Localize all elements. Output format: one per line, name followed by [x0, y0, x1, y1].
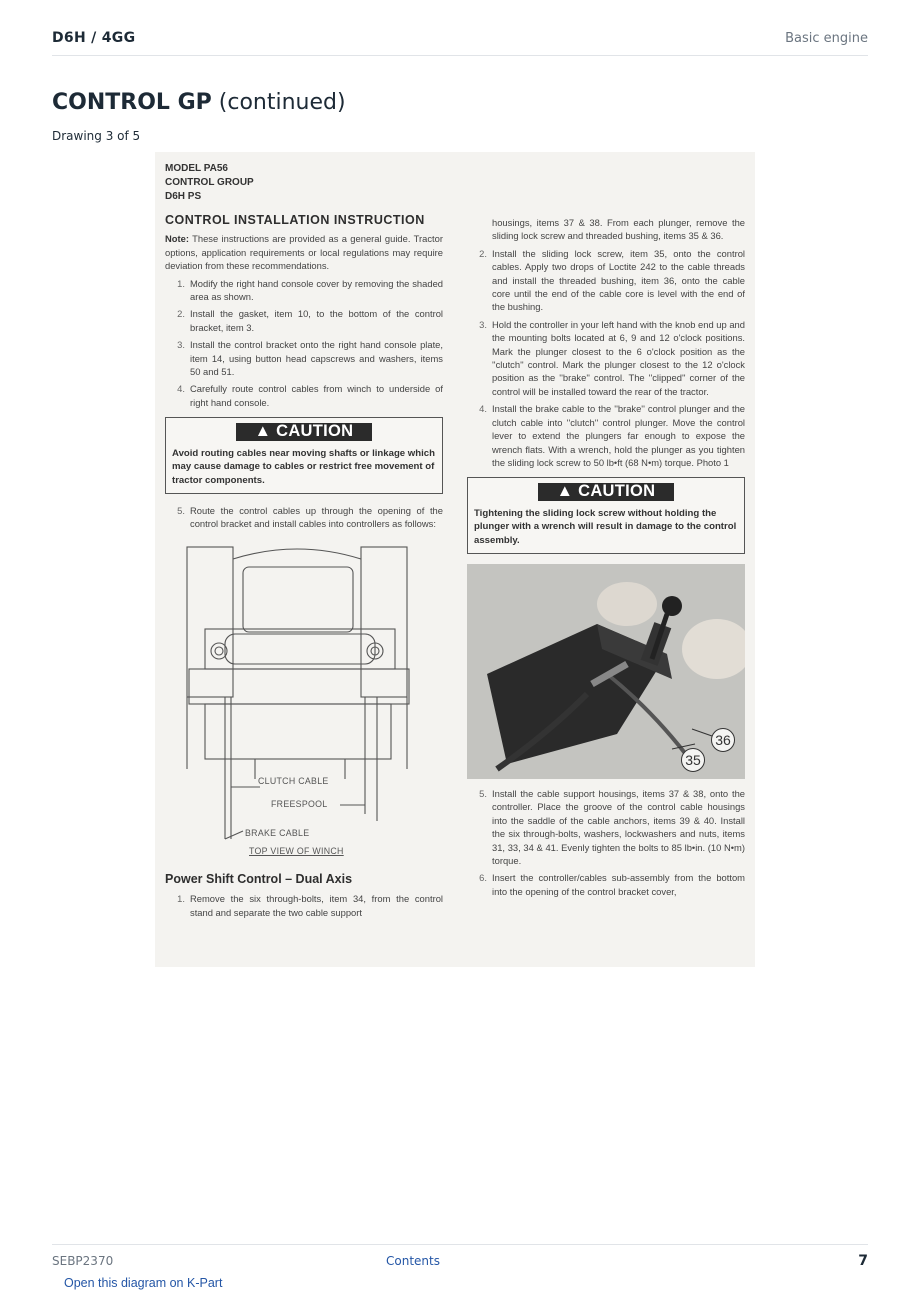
- winch-top-view-diagram: [165, 539, 435, 869]
- step-number: 3.: [177, 339, 185, 351]
- caution-label-text: CAUTION: [578, 482, 656, 501]
- instruction-heading: CONTROL INSTALLATION INSTRUCTION: [165, 213, 425, 227]
- page-title-rest: (continued): [211, 90, 346, 115]
- step-text: Insert the controller/cables sub-assembly from the bottom into the opening of the control bracket cover,: [492, 872, 745, 897]
- instruction-step: [165, 338, 443, 378]
- caution-label-text: CAUTION: [276, 422, 354, 441]
- model-code: D6H / 4GG: [52, 30, 136, 46]
- step-number: 5.: [177, 504, 185, 516]
- callout-35: 35: [681, 748, 705, 772]
- instruction-step: [165, 307, 443, 334]
- page-footer: [52, 1244, 868, 1275]
- page-title-bold: CONTROL GP: [52, 90, 212, 115]
- step-number: 5.: [479, 787, 487, 799]
- caution-text: Avoid routing cables near moving shafts or linkage which may cause damage to cables or restrict free movement of tractor components.: [172, 447, 435, 486]
- step-text: Hold the controller in your left hand with the knob end up and the mounting bolts located at 6, 9 and 12 o'clock positions. Mark the plunger closest to the 6 o'clock position as the ''clutch'' control. Mark the plunger closest to the 12 o'clock position as the ''brake'' control. The ''clipped'' corner of the control will be installed toward the rear of the tractor.: [492, 318, 745, 397]
- caution-label: [538, 483, 674, 500]
- caution-box: [165, 417, 443, 494]
- step-number: 1.: [177, 893, 185, 905]
- section-name: Basic engine: [785, 31, 868, 46]
- step-text: Route the control cables up through the opening of the control bracket and install cables into controllers as follows:: [190, 504, 443, 530]
- warning-triangle-icon: ▲: [556, 482, 574, 501]
- model-line: MODEL PA56: [165, 163, 228, 174]
- instruction-continuation: [467, 216, 745, 243]
- controller-photo: [467, 564, 745, 779]
- callout-36: 36: [711, 728, 735, 752]
- instruction-step: [467, 318, 745, 398]
- model-block: [165, 162, 254, 204]
- brake-cable-label: BRAKE CABLE: [245, 827, 310, 838]
- open-diagram-link[interactable]: Open this diagram on K-Part: [64, 1276, 223, 1290]
- step-text: Remove the six through-bolts, item 34, from the control stand and separate the two cable support: [190, 893, 443, 918]
- drawing-indicator: Drawing 3 of 5: [52, 129, 141, 143]
- model-line: D6H PS: [165, 191, 202, 202]
- note-paragraph: [165, 232, 443, 272]
- power-shift-heading: Power Shift Control – Dual Axis: [165, 871, 353, 886]
- model-line: CONTROL GROUP: [165, 177, 254, 188]
- winch-line-drawing: [165, 539, 435, 869]
- right-column: [467, 216, 745, 902]
- page-number: 7: [858, 1253, 868, 1269]
- document-number: SEBP2370: [52, 1254, 114, 1268]
- instruction-step: [467, 787, 745, 867]
- left-column: [165, 214, 443, 923]
- step-number: 1.: [177, 277, 185, 289]
- diagram-caption: TOP VIEW OF WINCH: [249, 845, 344, 856]
- instruction-step: [467, 871, 745, 898]
- note-label: Note:: [165, 233, 189, 245]
- clutch-cable-label: CLUTCH CABLE: [258, 775, 329, 786]
- step-text: Carefully route control cables from winch to underside of right hand console.: [190, 383, 443, 408]
- step-number: 6.: [479, 872, 487, 884]
- caution-box: [467, 477, 745, 554]
- instruction-step: [165, 277, 443, 304]
- page-header: [52, 28, 868, 56]
- step-text: Install the gasket, item 10, to the bottom of the control bracket, item 3.: [190, 308, 443, 333]
- instruction-step: [165, 504, 443, 531]
- scanned-drawing: [155, 152, 755, 967]
- step-text: Install the sliding lock screw, item 35, onto the control cables. Apply two drops of Loctite 242 to the cable threads and install the threaded bushing, item 36, onto the cable core until the end of the cable core is level with the end of the bushing.: [492, 247, 745, 313]
- step-number: 2.: [479, 247, 487, 259]
- photo-illustration: [467, 564, 745, 779]
- step-text: Install the control bracket onto the right hand console plate, item 14, using button head capscrews and washers, items 50 and 51.: [190, 339, 443, 378]
- note-text: These instructions are provided as a general guide. Tractor options, application requirements or local regulations may require deviation from these recommendations.: [165, 233, 443, 272]
- caution-label: [236, 423, 372, 440]
- step-number: 4.: [177, 383, 185, 395]
- instruction-step: [467, 402, 745, 469]
- step-text: Install the brake cable to the ''brake'' control plunger and the clutch cable into ''clutch'' control plunger. Move the control lever to extend the plungers far enough to expose the wrench flats. With a wrench, hold the plunger as you tighten the sliding lock screw to 50 lb•ft (68 N•m) torque. Photo 1: [492, 403, 745, 468]
- instruction-step: [165, 892, 443, 919]
- contents-link[interactable]: Contents: [386, 1254, 440, 1268]
- warning-triangle-icon: ▲: [254, 422, 272, 441]
- page-title: [52, 90, 346, 115]
- step-number: 3.: [479, 318, 487, 330]
- step-text: Modify the right hand console cover by removing the shaded area as shown.: [190, 277, 443, 303]
- freespool-label: FREESPOOL: [271, 798, 328, 809]
- step-text: housings, items 37 & 38. From each plunger, remove the sliding lock screw and threaded bushing, items 35 & 36.: [492, 217, 745, 242]
- caution-text: Tightening the sliding lock screw without holding the plunger with a wrench will result in damage to the control assembly.: [474, 507, 737, 546]
- step-number: 4.: [479, 403, 487, 415]
- step-number: [467, 216, 492, 243]
- step-number: 2.: [177, 308, 185, 320]
- instruction-step: [467, 247, 745, 314]
- step-text: Install the cable support housings, items 37 & 38, onto the controller. Place the groove of the control cable housings into the saddle of the cable anchors, items 39 & 40. Install the six through-bolts, washers, lockwashers and nuts, items 31, 33, 34 & 41. Evenly tighten the bolts to 85 lb•in. (10 N•m) torque.: [492, 787, 745, 866]
- instruction-step: [165, 382, 443, 409]
